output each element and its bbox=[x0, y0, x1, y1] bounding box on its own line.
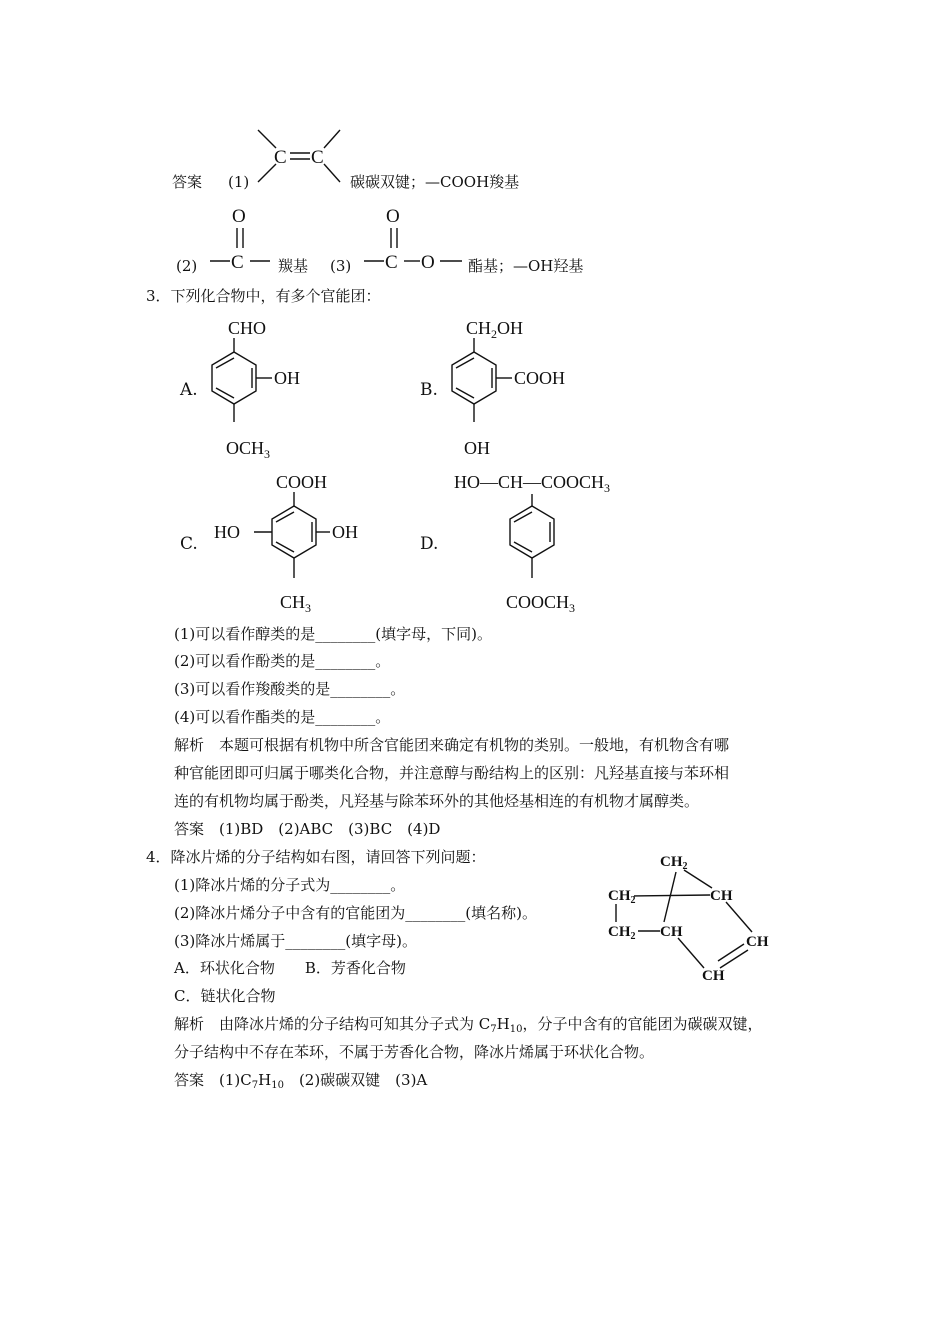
question-4-analysis-line-2: 分子结构中不存在苯环，不属于芳香化合物，降冰片烯属于环状化合物。 bbox=[174, 1043, 655, 1061]
group-och3: $OCH_3$ bbox=[226, 438, 271, 461]
question-3-answer: 答案 (1)BD (2)ABC (3)BC (4)D bbox=[174, 820, 441, 838]
group-ho: HO bbox=[214, 522, 240, 542]
question-4-option-c: C．链状化合物 bbox=[174, 987, 276, 1005]
option-c-letter: C. bbox=[180, 534, 198, 554]
group-cho: CHO bbox=[228, 318, 267, 338]
question-3-analysis-line-1: 解析 本题可根据有机物中所含官能团来确定有机物的类别。一般地，有机物含有哪 bbox=[174, 736, 730, 754]
atom-c: C bbox=[311, 147, 324, 168]
group-ch3: $CH_3$ bbox=[280, 592, 312, 615]
atom-c: C bbox=[231, 252, 244, 273]
answer-part-3-text: 酯基；—OH羟基 bbox=[468, 257, 584, 275]
group-cooh: COOH bbox=[276, 472, 328, 492]
answer-part-3: (3) bbox=[330, 257, 352, 275]
option-d-letter: D. bbox=[420, 534, 439, 554]
group-oh: OH bbox=[464, 438, 490, 458]
question-4-stem: 4．降冰片烯的分子结构如右图，请回答下列问题： bbox=[146, 848, 486, 866]
atom-o: O bbox=[386, 206, 400, 227]
atom-ch2: $CH_2$ bbox=[660, 854, 688, 872]
atom-ch2: $CH_2$ bbox=[608, 888, 636, 906]
atom-ch: CH bbox=[710, 888, 733, 904]
question-3-sub-2: (2)可以看作酚类的是________。 bbox=[174, 652, 391, 670]
alkene-structure bbox=[254, 122, 350, 188]
atom-o: O bbox=[232, 206, 246, 227]
option-a-letter: A. bbox=[180, 380, 198, 400]
answer-part-1-text: 碳碳双键；—COOH羧基 bbox=[350, 173, 520, 191]
group-oh: OH bbox=[332, 522, 358, 542]
group-cooch3: $COOCH_3$ bbox=[506, 592, 576, 615]
question-3-sub-4: (4)可以看作酯类的是________。 bbox=[174, 708, 391, 726]
norbornene-structure bbox=[604, 846, 790, 990]
question-4-sub-1: (1)降冰片烯的分子式为________。 bbox=[174, 876, 406, 894]
atom-ch: CH bbox=[746, 934, 769, 950]
group-cooh: COOH bbox=[514, 368, 566, 388]
answer-label: 答案 bbox=[172, 173, 203, 191]
group-ho-ch-cooch3: $HO—CH—COOCH_3$ bbox=[454, 472, 611, 495]
question-3-sub-1: (1)可以看作醇类的是________(填字母，下同)。 bbox=[174, 625, 492, 643]
option-b-letter: B. bbox=[420, 380, 438, 400]
atom-c: C bbox=[274, 147, 287, 168]
compound-b-structure bbox=[440, 312, 590, 472]
question-3-analysis-line-2: 种官能团即可归属于哪类化合物，并注意醇与酚结构上的区别：凡羟基直接与苯环相 bbox=[174, 764, 730, 782]
group-oh: OH bbox=[274, 368, 300, 388]
carbonyl-structure bbox=[208, 204, 274, 272]
question-3-analysis-line-3: 连的有机物均属于酚类，凡羟基与除苯环外的其他烃基相连的有机物才属醇类。 bbox=[174, 792, 700, 810]
atom-o: O bbox=[421, 252, 435, 273]
atom-ch2: $CH_2$ bbox=[608, 924, 636, 942]
question-4-options-ab: A．环状化合物 B．芳香化合物 bbox=[174, 959, 406, 977]
answer-part-2-text: 羰基 bbox=[278, 257, 309, 275]
compound-a-structure bbox=[200, 312, 320, 472]
answer-part-2: (2) bbox=[176, 257, 198, 275]
question-4-analysis-line-1: 解析 由降冰片烯的分子结构可知其分子式为 $C_7H_{10}$，分子中含有的官能团为碳碳双键， bbox=[174, 1015, 763, 1035]
atom-ch: CH bbox=[660, 924, 683, 940]
answer-part-1: (1) bbox=[228, 173, 250, 191]
atom-ch: CH bbox=[702, 968, 725, 984]
compound-d-structure bbox=[452, 466, 652, 616]
question-3-stem: 3．下列化合物中，有多个官能团： bbox=[146, 287, 381, 305]
compound-c-structure bbox=[210, 466, 370, 616]
question-4-answer: 答案 $(1)C_7H_{10}$ (2)碳碳双键 (3)A bbox=[174, 1071, 428, 1091]
question-3-sub-3: (3)可以看作羧酸类的是________。 bbox=[174, 680, 406, 698]
group-ch2oh: $CH_2OH$ bbox=[466, 318, 524, 341]
question-4-sub-3: (3)降冰片烯属于________(填字母)。 bbox=[174, 932, 417, 950]
question-4-sub-2: (2)降冰片烯分子中含有的官能团为________(填名称)。 bbox=[174, 904, 537, 922]
ester-structure bbox=[362, 204, 466, 272]
atom-c: C bbox=[385, 252, 398, 273]
